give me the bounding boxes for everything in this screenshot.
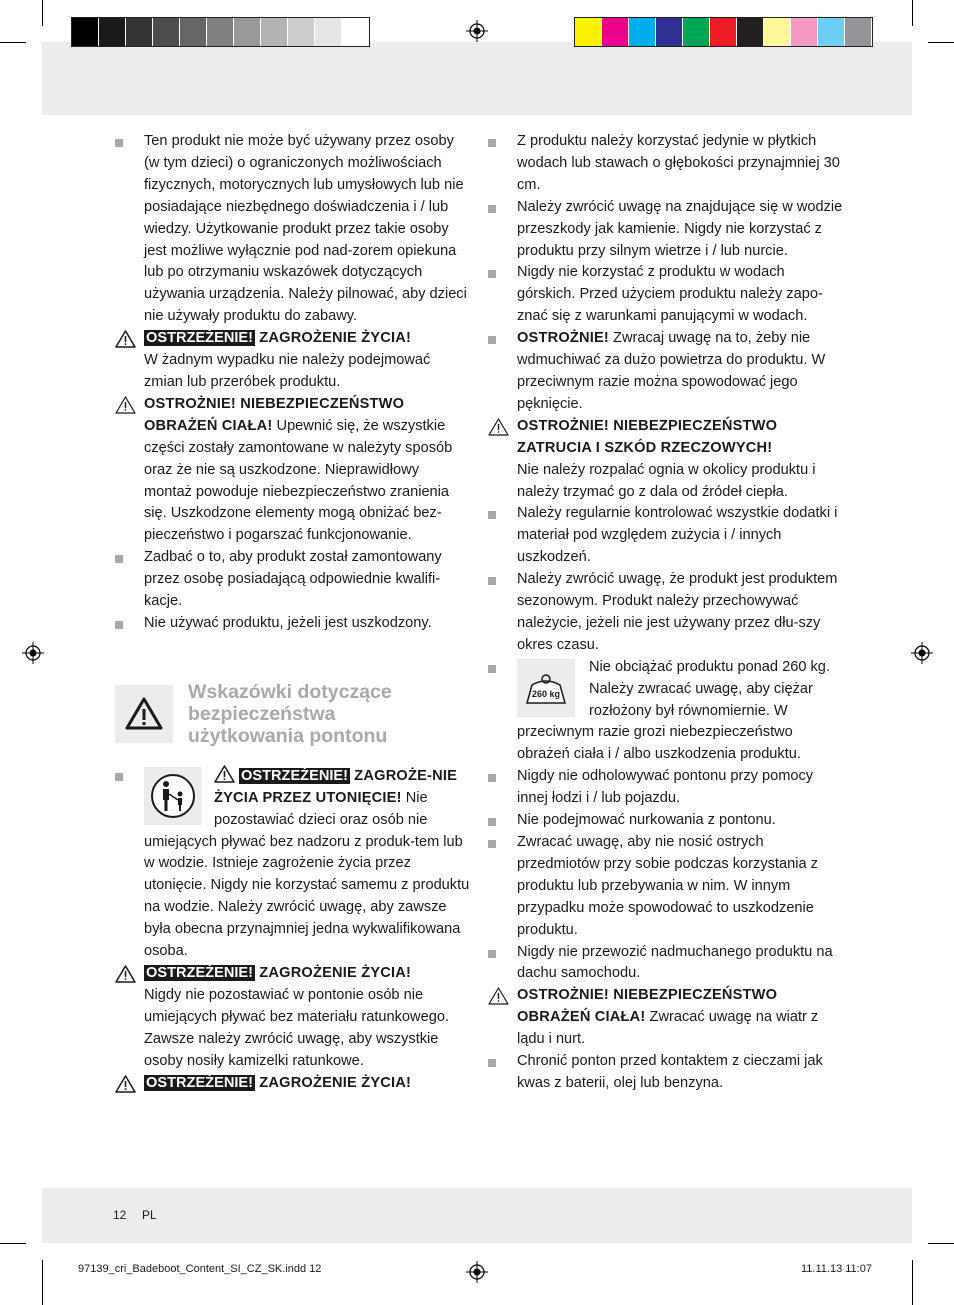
- crop-mark: [42, 1260, 43, 1305]
- caution-item: [488, 416, 843, 504]
- registration-mark-icon: [22, 642, 44, 664]
- caution-heading: OSTROŻNIE! NIEBEZPIECZEŃSTWO OBRAŻEŃ CIAŁA!: [517, 987, 778, 1026]
- crop-mark: [912, 1260, 913, 1305]
- weight-icon-label: 260 kg: [531, 688, 561, 699]
- warning-heading: ZAGROŻENIE ŻYCIA!: [255, 1074, 412, 1091]
- bullet: [488, 1059, 496, 1067]
- list-item: [488, 810, 843, 832]
- warning-tag: OSTRZEŻENIE!: [241, 767, 349, 784]
- list-item: [488, 1051, 843, 1095]
- caution-item: [115, 394, 470, 547]
- color-swatch: [315, 18, 342, 46]
- warning-heading: ZAGROŻE-NIE ŻYCIA PRZEZ UTONIĘCIE!: [214, 767, 458, 806]
- crop-mark: [0, 42, 26, 43]
- footer-band: [42, 1188, 912, 1243]
- list-item: [115, 547, 470, 613]
- warning-heading: ZAGROŻENIE ŻYCIA!: [255, 965, 412, 981]
- section-title: Wskazówki dotyczące bezpieczeństwa użytkowania pontonu: [188, 680, 392, 747]
- color-swatch: [629, 18, 656, 46]
- registration-mark-icon: [466, 20, 488, 42]
- warning-triangle-icon: [214, 765, 235, 783]
- warning-heading: ZAGROŻENIE ŻYCIA!: [255, 330, 412, 347]
- caution-triangle-icon: [488, 987, 509, 1005]
- page-number: 12: [113, 1208, 127, 1222]
- bullet: [488, 840, 496, 848]
- color-swatch: [234, 18, 261, 46]
- warning-tag: OSTRZEŻENIE!: [146, 330, 254, 347]
- warning-tag: OSTRZEŻENIE!: [146, 1074, 254, 1091]
- color-swatch: [656, 18, 683, 46]
- color-swatch: [288, 18, 315, 46]
- language-code: PL: [142, 1208, 157, 1222]
- list-item: [488, 766, 843, 810]
- color-swatch: [261, 18, 288, 46]
- section-warning-icon: [115, 685, 173, 743]
- section-warning-box: [115, 685, 173, 743]
- list-item: [488, 131, 843, 197]
- caution-triangle-icon: [488, 418, 509, 436]
- weight-limit-pictogram: [517, 659, 575, 717]
- color-swatch: [791, 18, 818, 46]
- bullet: [488, 270, 496, 278]
- color-swatch: [737, 18, 764, 46]
- bullet: [488, 511, 496, 519]
- color-swatch: [180, 18, 207, 46]
- color-swatch: [602, 18, 629, 46]
- crop-mark: [928, 1243, 954, 1244]
- list-item: [115, 613, 470, 635]
- color-swatch: [845, 18, 872, 46]
- color-swatch: [683, 18, 710, 46]
- warning-text: Nigdy nie pozostawiać w pontonie osób nie umiejących pływać bez materiału ratunkowego. Zawsze należy zwrócić uwagę, aby wszystkie osoby nosiły kamizelki ratunkowe.: [144, 986, 449, 1069]
- registration-mark-icon: [466, 1261, 488, 1283]
- caution-text: Upewnić się, że wszystkie części zostały zamontowane w należyty sposób oraz że nie są uszkodzone. Nieprawidłowy montaż powoduje niebezpieczeństwo zranienia się. Uszkodzone elementy mogą obniżać bez-pieczeństwo i pogarszać funkcjonowanie.: [144, 417, 453, 544]
- caution-heading: OSTROŻNIE!: [517, 330, 609, 347]
- item-text: Z produktu należy korzystać jedynie w płytkich wodach lub stawach o głębokości przynajmniej 30 cm.: [517, 133, 840, 193]
- caution-item: [488, 985, 843, 1051]
- header-band: [42, 42, 912, 115]
- caution-triangle-icon: [115, 396, 136, 414]
- item-text: Nigdy nie przewozić nadmuchanego produktu na dachu samochodu.: [517, 943, 833, 982]
- color-swatch: [818, 18, 845, 46]
- bullet: [115, 773, 123, 781]
- caution-heading: OSTROŻNIE! NIEBEZPIECZEŃSTWO ZATRUCIA I SZKÓD RZECZOWYCH!: [517, 417, 778, 456]
- color-swatch: [342, 18, 369, 46]
- list-item: [488, 503, 843, 569]
- color-swatch: [575, 18, 602, 46]
- bullet: [488, 336, 496, 344]
- bullet: [115, 139, 123, 147]
- color-swatch: [153, 18, 180, 46]
- bullet: [115, 555, 123, 563]
- bullet: [488, 665, 496, 673]
- bullet: [488, 950, 496, 958]
- item-text: Zadbać o to, aby produkt został zamontowany przez osobę posiadającą odpowiednie kwalifi-kacje.: [144, 549, 442, 610]
- list-item: [488, 328, 843, 416]
- warning-item: [115, 1073, 470, 1095]
- bullet: [488, 818, 496, 826]
- item-text: Nie używać produktu, jeżeli jest uszkodzony.: [144, 614, 432, 631]
- slug-datetime: 11.11.13 11:07: [801, 1263, 872, 1275]
- item-text: Ten produkt nie może być używany przez osoby (w tym dzieci) o ograniczonych możliwościach fizycznych, motorycznych lub umysłowych lub nie posiadające niezbędnego doświadczenia i / lub wiedzy. Użytkowanie produkt przez takie osoby jest możliwe wyłącznie pod nad-zorem opiekuna lub po otrzymaniu wskazówek dotyczących używania urządzenia. Należy pilnować, aby dzieci nie używały produktu do zabawy.: [144, 133, 467, 325]
- registration-mark-icon: [911, 642, 933, 664]
- bullet: [488, 774, 496, 782]
- item-text: Należy zwrócić uwagę, że produkt jest produktem sezonowym. Produkt należy przechowywać należycie, jeżeli nie jest używany przez dłu-szy okres czasu.: [517, 571, 838, 653]
- slug-filename: 97139_cri_Badeboot_Content_SI_CZ_SK.indd 12: [78, 1263, 322, 1275]
- color-swatch: [99, 18, 126, 46]
- color-swatch: [126, 18, 153, 46]
- caution-heading: OSTROŻNIE! NIEBEZPIECZEŃSTWO OBRAŻEŃ CIAŁA!: [144, 395, 405, 434]
- list-item: [488, 197, 843, 263]
- crop-mark: [0, 1243, 26, 1244]
- bullet: [488, 139, 496, 147]
- list-item: [488, 832, 843, 942]
- warning-triangle-icon: [115, 330, 136, 348]
- item-text: Należy regularnie kontrolować wszystkie dodatki i materiał pod względem zużycia i / innych uszkodzeń.: [517, 505, 838, 566]
- list-item: [115, 131, 470, 328]
- bullet: [488, 205, 496, 213]
- process-color-bar: [574, 17, 873, 47]
- list-item: [488, 657, 843, 767]
- section-heading: [115, 645, 470, 763]
- list-item: [488, 569, 843, 657]
- item-text: Nie obciążać produktu ponad 260 kg. Należy zwracać uwagę, aby ciężar rozłożony był równomiernie. W przeciwnym razie grozi niebezpieczeństwo obrażeń ciała i / albo uszkodzenia produktu.: [517, 658, 830, 763]
- warning-item: [115, 765, 470, 963]
- item-text: Chronić ponton przed kontaktem z cieczami jak kwas z baterii, olej lub benzyna.: [517, 1053, 823, 1091]
- right-column: [488, 131, 843, 1095]
- crop-mark: [928, 42, 954, 43]
- warning-item: [115, 963, 470, 1073]
- color-swatch: [72, 18, 99, 46]
- item-text: Zwracaj uwagę na to, żeby nie wdmuchiwać za dużo powietrza do produktu. W przeciwnym razie można spowodować jego pęknięcie.: [517, 330, 826, 412]
- color-swatch: [710, 18, 737, 46]
- item-text: Zwracać uwagę, aby nie nosić ostrych przedmiotów przy sobie podczas korzystania z produktu lub przebywania w nim. W innym przypadku może spowodować to uszkodzenie produktu.: [517, 834, 818, 938]
- grayscale-color-bar: [71, 17, 370, 47]
- list-item: [488, 262, 843, 328]
- item-text: Nigdy nie korzystać z produktu w wodach górskich. Przed użyciem produktu należy zapo-znać się z warunkami panującymi w wodach.: [517, 264, 823, 325]
- caution-text: Nie należy rozpalać ognia w okolicy produktu i należy trzymać go z dala od źródeł ciepła.: [517, 461, 816, 500]
- warning-text: W żadnym wypadku nie należy podejmować zmian lub przeróbek produktu.: [144, 352, 431, 390]
- warning-triangle-icon: [115, 965, 136, 983]
- warning-item: [115, 328, 470, 394]
- color-swatch: [207, 18, 234, 46]
- color-swatch: [764, 18, 791, 46]
- left-column: [115, 131, 470, 1094]
- crop-mark: [912, 0, 913, 26]
- list-item: [488, 942, 843, 986]
- item-text: Nigdy nie odholowywać pontonu przy pomocy innej łodzi i / lub pojazdu.: [517, 768, 814, 807]
- warning-text: Nie pozostawiać dzieci oraz osób nie umiejących pływać bez nadzoru z produk-tem lub w wodzie. Istnieje zagrożenie życia przez utonięcie. Nigdy nie korzystać samemu z produktu na wodzie. Należy zwrócić uwagę, aby zawsze była obecna przynajmniej jedna wykwalifikowana osoba.: [144, 789, 470, 960]
- warning-triangle-icon: [115, 1075, 136, 1093]
- crop-mark: [42, 0, 43, 26]
- item-text: Nie podejmować nurkowania z pontonu.: [517, 812, 776, 829]
- warning-tag: OSTRZEŻENIE!: [146, 965, 254, 981]
- bullet: [488, 577, 496, 585]
- caution-text: Zwracać uwagę na wiatr z lądu i nurt.: [517, 1009, 819, 1048]
- bullet: [115, 621, 123, 629]
- item-text: Należy zwrócić uwagę na znajdujące się w wodzie przeszkody jak kamienie. Nigdy nie korzystać z produktu przy silnym wietrze i / lub nurcie.: [517, 198, 843, 259]
- weight-icon: [517, 659, 575, 717]
- child-supervision-icon: [144, 767, 202, 825]
